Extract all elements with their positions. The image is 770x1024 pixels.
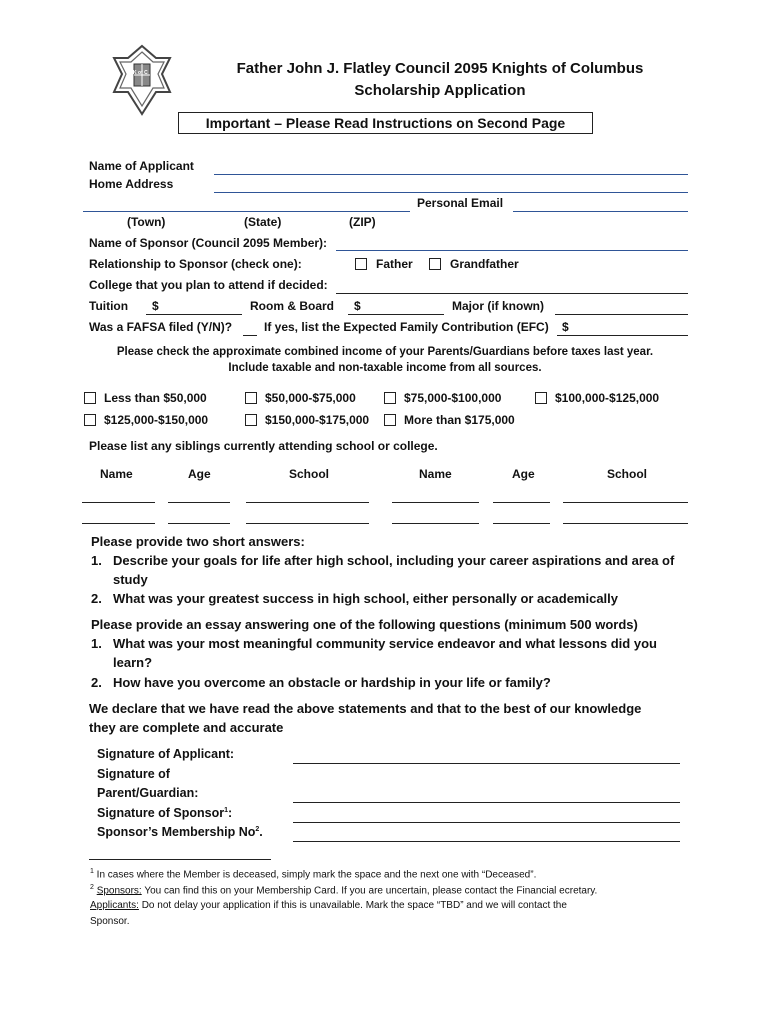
essay-question-cont: learn? (113, 655, 153, 670)
income-option-label: $75,000-$100,000 (404, 391, 502, 405)
college-label: College that you plan to attend if decided: (89, 278, 328, 292)
sibling-school-field[interactable] (563, 502, 688, 503)
sibling-name-field[interactable] (392, 502, 479, 503)
essay-question: How have you overcome an obstacle or hardship in your life or family? (113, 675, 551, 690)
essay-question: What was your most meaningful community service endeavor and what lessons did you (113, 636, 657, 651)
major-field[interactable] (555, 314, 688, 315)
father-option-label: Father (376, 257, 413, 271)
income-checkbox-over-175k[interactable] (384, 414, 396, 426)
short-answer-number: 1. (91, 553, 102, 568)
footnote-divider (89, 859, 271, 860)
home-address-field[interactable] (214, 192, 688, 193)
town-state-zip-field[interactable] (83, 211, 410, 212)
siblings-prompt: Please list any siblings currently attending school or college. (89, 439, 438, 453)
siblings-header-name: Name (100, 467, 133, 481)
tuition-label: Tuition (89, 299, 129, 313)
income-checkbox-75k-100k[interactable] (384, 392, 396, 404)
room-board-label: Room & Board (250, 299, 334, 313)
essay-number: 2. (91, 675, 102, 690)
fafsa-field[interactable] (243, 335, 257, 336)
efc-field[interactable] (557, 335, 688, 336)
income-checkbox-150k-175k[interactable] (245, 414, 257, 426)
siblings-header-school: School (607, 467, 648, 481)
membership-number-field[interactable] (293, 841, 680, 842)
father-checkbox[interactable] (355, 258, 367, 270)
sibling-school-field[interactable] (246, 523, 369, 524)
short-answer-question-cont: study (113, 572, 148, 587)
siblings-header-age: Age (512, 467, 535, 481)
parent-signature-field[interactable] (293, 802, 680, 803)
sibling-age-field[interactable] (493, 523, 550, 524)
parent-signature-label-cont: Parent/Guardian: (97, 786, 199, 800)
grandfather-option-label: Grandfather (450, 257, 519, 271)
room-board-dollar-sign: $ (354, 299, 361, 313)
short-answer-number: 2. (91, 591, 102, 606)
siblings-header-age: Age (188, 467, 211, 481)
applicant-name-label: Name of Applicant (89, 159, 194, 173)
logo-text: K of C (133, 70, 148, 76)
sponsor-signature-field[interactable] (293, 822, 680, 823)
income-option-label: $125,000-$150,000 (104, 413, 209, 427)
siblings-header-school: School (289, 467, 330, 481)
income-checkbox-50k-75k[interactable] (245, 392, 257, 404)
income-option-label: $100,000-$125,000 (555, 391, 660, 405)
parent-signature-label: Signature of (97, 767, 170, 781)
footnote-3: Applicants: Do not delay your application if this is unavailable. Mark the space “TBD” and we will contact the (90, 900, 567, 911)
major-label: Major (if known) (452, 299, 544, 313)
form-title: Father John J. Flatley Council 2095 Knights of Columbus (236, 60, 644, 77)
grandfather-checkbox[interactable] (429, 258, 441, 270)
essay-intro: Please provide an essay answering one of the following questions (minimum 500 words) (91, 617, 638, 632)
applicant-name-field[interactable] (214, 174, 688, 175)
declaration-text-cont: they are complete and accurate (89, 720, 284, 735)
kofc-emblem-logo (112, 44, 172, 116)
footnote-3-cont: Sponsor. (90, 916, 130, 927)
sibling-name-field[interactable] (392, 523, 479, 524)
income-instruction: Please check the approximate combined income of your Parents/Guardians before taxes last year. (116, 346, 654, 358)
membership-number-label: Sponsor’s Membership No$^2$. (97, 825, 263, 839)
sponsor-signature-label: Signature of Sponsor$^1$: (97, 806, 233, 820)
zip-label: (ZIP) (349, 215, 376, 229)
applicant-signature-label: Signature of Applicant: (97, 747, 235, 761)
college-field[interactable] (336, 293, 688, 294)
sibling-name-field[interactable] (82, 523, 155, 524)
siblings-header-name: Name (419, 467, 452, 481)
income-checkbox-125k-150k[interactable] (84, 414, 96, 426)
state-label: (State) (244, 215, 282, 229)
sibling-school-field[interactable] (246, 502, 369, 503)
efc-dollar-sign: $ (562, 320, 569, 334)
personal-email-label: Personal Email (417, 196, 504, 210)
sibling-age-field[interactable] (168, 502, 230, 503)
instructions-notice: Important – Please Read Instructions on Second Page (178, 112, 593, 134)
footnote-2: $^2$ Sponsors: You can find this on your Membership Card. If you are uncertain, please contact the Financial ecretary. (90, 884, 598, 897)
sibling-school-field[interactable] (563, 523, 688, 524)
tuition-dollar-sign: $ (152, 299, 159, 313)
income-option-label: More than $175,000 (404, 413, 515, 427)
sponsor-name-label: Name of Sponsor (Council 2095 Member): (89, 236, 328, 250)
sibling-age-field[interactable] (493, 502, 550, 503)
income-checkbox-under-50k[interactable] (84, 392, 96, 404)
tuition-field[interactable] (146, 314, 242, 315)
personal-email-field[interactable] (513, 211, 688, 212)
sibling-age-field[interactable] (168, 523, 230, 524)
efc-label: If yes, list the Expected Family Contribution (EFC) (264, 320, 549, 334)
sibling-name-field[interactable] (82, 502, 155, 503)
short-answer-question: What was your greatest success in high school, either personally or academically (113, 591, 619, 606)
room-board-field[interactable] (348, 314, 444, 315)
declaration-text: We declare that we have read the above statements and that to the best of our knowledge (89, 701, 642, 716)
income-checkbox-100k-125k[interactable] (535, 392, 547, 404)
short-answers-intro: Please provide two short answers: (91, 534, 305, 549)
essay-number: 1. (91, 636, 102, 651)
town-label: (Town) (127, 215, 166, 229)
fafsa-label: Was a FAFSA filed (Y/N)? (89, 320, 233, 334)
income-instruction-sub: Include taxable and non-taxable income from all sources. (228, 362, 542, 374)
applicant-signature-field[interactable] (293, 763, 680, 764)
home-address-label: Home Address (89, 177, 174, 191)
form-subtitle: Scholarship Application (354, 82, 526, 99)
sponsor-name-field[interactable] (336, 250, 688, 251)
relationship-label: Relationship to Sponsor (check one): (89, 257, 302, 271)
income-option-label: $50,000-$75,000 (265, 391, 356, 405)
footnote-1: $^1$ In cases where the Member is deceased, simply mark the space and the next one with “Deceased”. (90, 868, 537, 881)
income-option-label: Less than $50,000 (104, 391, 207, 405)
income-option-label: $150,000-$175,000 (265, 413, 370, 427)
short-answer-question: Describe your goals for life after high school, including your career aspirations and area of (113, 553, 675, 568)
